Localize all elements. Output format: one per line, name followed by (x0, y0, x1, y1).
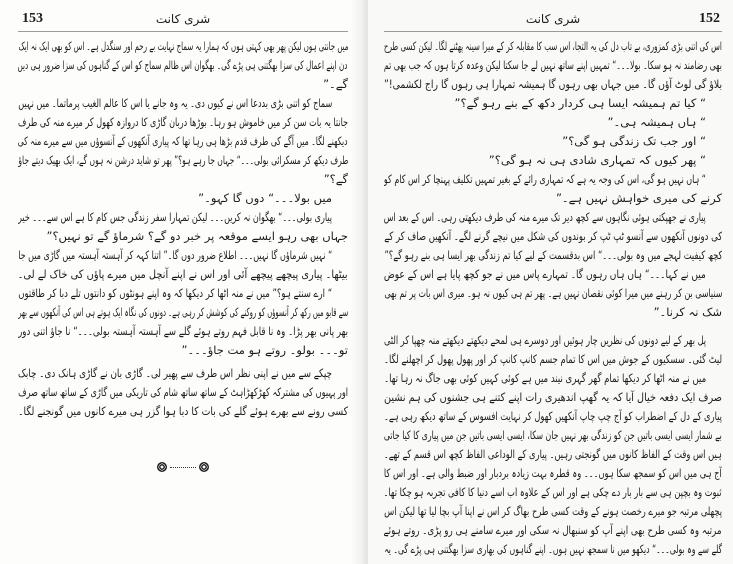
line-text: ثبوت وہ بچپن ہی سے بار بار دے چکی ہے اور اس کے علاوہ اب اسے دنیا کا کافی تجربہ ہو چکا تھا۔ (384, 485, 722, 499)
left-page (0, 0, 362, 564)
text-line (18, 170, 348, 189)
ornament-dots (170, 467, 196, 468)
line-text: آج ہی میں اس کو سمجھ سکا ہوں۔۔۔ وہ قطرہ بہت زیادہ بردبار اور ضبط والی ہے۔ اور اس کا (384, 466, 722, 480)
text-line (18, 151, 348, 170)
text-line (384, 331, 722, 350)
text-line (18, 208, 348, 227)
running-title: شری کانت (155, 12, 211, 26)
text-line (18, 94, 348, 113)
line-text: “ ارے سنتے ہو؟” میں نے منہ اٹھا کر دیکھا کہ وہ اپنے ہونٹوں کو دانتوں تلے دبا کر طاقتوں (18, 286, 332, 300)
line-text: کی دونوں آنکھوں سے آنسو ٹپ ٹپ کر بوندوں کی شکل میں نیچے گرنے لگے۔ آنکھیں صاف کر کے (384, 229, 722, 243)
text-line (18, 56, 348, 75)
line-text: کچھ کیفیت لہجے میں وہ بولی۔۔۔“ اس بدقسمت کے لیے کیا تم زندگی بھر ایسا ہی بنے رہو گے؟” (384, 248, 722, 262)
text-line (384, 227, 722, 246)
running-title: شری کانت (525, 12, 581, 26)
text-line (384, 502, 722, 521)
line-text: طرف دیکھ کر مسکرائی بولی۔۔۔“ جہاں جا رہے ہو؟” پھر تو شاید درشن نہ ہوں گے، ایک بھیک دیتے جاؤ (18, 153, 348, 167)
text-line (384, 483, 722, 502)
text-line (18, 383, 348, 402)
line-text: “ اور جب تک زندگی ہو گی؟” (562, 134, 706, 148)
line-text: بلاؤ گی لوٹ آؤں گا۔ میں جہاں بھی رہوں گا ہمیشہ تمہارا ہی رہوں گا راج لکشمی!” (384, 77, 722, 91)
text-line (18, 189, 348, 208)
line-text: گے؟” (323, 172, 348, 186)
line-text: بے شمار ایسی ایسی باتیں جن کو زندگی بھر نہیں جان سکا، ایسی ایسی باتیں جن میں پیاری کا کیا جاتی (384, 428, 722, 442)
text-line (384, 265, 722, 284)
text-line (384, 284, 722, 303)
text-line (384, 246, 722, 265)
text-line (384, 56, 722, 75)
line-text: “ نہیں شرماؤں گا نہیں۔۔۔ اطلاع ضرور دوں گا۔” اتنا کہہ کر آہستہ آہستہ میں گاڑی میں جا (18, 248, 332, 262)
line-text: لیٹ گئی۔ سسکیوں کے جوش میں اس کا تمام جسم کانپ کانپ کر اور پھول پھول کر اچھلنے لگا۔ (384, 352, 722, 366)
text-line (384, 464, 722, 483)
text-line (18, 265, 348, 284)
line-text: دن اپنے اعمال کی سزا بھگتنی ہی پڑے گی۔ بھگوان اس ظالم سماج کو اس کے گناہوں کی سزا ضرور ہی دیں (18, 58, 348, 72)
ornament-icon (199, 462, 209, 472)
text-line (18, 364, 348, 383)
text-line (384, 521, 722, 540)
line-text: چپکے سے میں نے اپنی نظر اس طرف سے پھیر لی۔ گاڑی بان نے گاڑی ہانک دی۔ چابک (18, 366, 332, 380)
line-text: “ کیا تم ہمیشہ ایسا ہی کردار دکھ کے بنے رہو گے؟” (454, 96, 706, 110)
text-line (18, 132, 348, 151)
line-text: گلے سے وہ بولی۔۔۔“ دیکھو میں نا سمجھ نہیں ہوں۔ اپنے گناہوں کی بھاری سزا بھگتنی ہی پڑے گی۔ یہ (384, 542, 722, 556)
line-text: میں بولا۔۔۔“ دوں گا کہو۔” (198, 191, 332, 205)
right-page (368, 0, 733, 564)
text-line (384, 189, 722, 208)
page-body-text (18, 37, 348, 421)
text-line (384, 113, 722, 132)
text-line (384, 94, 722, 113)
line-text: صرف ایک دفعہ خیال آیا کہ یہ گھپ اندھیری رات اپنے کتنے ہی جشنوں کی ہم نشین (384, 390, 722, 404)
header-rule (18, 31, 348, 32)
text-line (18, 246, 348, 265)
line-text: سنیاسی بن کر رہنے میں میرا کوئی نقصان نہیں ہے۔ پھر تم ہی کیوں نہ ہو۔ میری اس بات پر تم بھی (384, 286, 722, 300)
text-line (384, 75, 722, 94)
text-line (18, 341, 348, 360)
line-text: اس کی اتنی بڑی کمزوری، بے تاب دل کی یہ التجا، اس سب کا مقابلہ کر کے میرا سینہ پھٹنے لگا۔ لیکن کسی طرح (384, 39, 722, 53)
line-text: میں نے منہ اٹھا کر دیکھا تمام گھر گہری نیند میں ہے کوئی کہیں کوئی بھی جاگ نہ رہا تھا۔ (384, 371, 706, 385)
line-text: مرتبہ وہ کسی طرح بھی اپنے آپ کو سنبھال نہ سکی اور میرے سامنے ہی رو پڑی۔ روتے ہوئے (384, 523, 722, 537)
text-line (18, 75, 348, 94)
text-line (18, 303, 348, 322)
line-text: “ پھر کیوں کہ تمہاری شادی ہی نہ ہو گی؟” (488, 153, 706, 167)
text-line (384, 170, 722, 189)
line-text: جہاں بھی رہو ایسے موقعہ پر خبر دو گے؟ شرماؤ گے تو نہیں؟” (46, 229, 348, 243)
text-line (384, 303, 722, 322)
page-header (18, 9, 348, 29)
text-line (384, 540, 722, 559)
text-line (18, 402, 348, 421)
line-text: پیاری کے دل کے اضطراب کو آج چپ چاپ آنکھیں کھول کر نہایت افسوس کے ساتھ دیکھ رہی ہے۔ (384, 409, 722, 423)
line-text: شک نہ کرنا۔” (653, 305, 722, 319)
text-line (384, 37, 722, 56)
line-text: بھر پانی بھر پڑا۔ وہ نا قابل فہم روتے ہوئے گلے سے آہستہ آہستہ بولی۔۔۔“ نا جاؤ اتنی دور (18, 324, 348, 338)
text-line (18, 227, 348, 246)
text-line (384, 151, 722, 170)
line-text: دیکھنے لگا۔ میں آگے کی طرف قدم بڑھا ہی رہا تھا کہ پیاری آنکھوں کے آنسوؤں میں سے میرے منہ کی (18, 134, 348, 148)
text-line (384, 445, 722, 464)
line-text: تو۔۔۔ بولو۔ روتے ہو مت جاؤ۔۔۔” (181, 343, 348, 357)
text-line (384, 407, 722, 426)
line-text: گے۔” (323, 77, 348, 91)
line-text: ہیں اس وقت کے الفاظ کانوں میں گونجتی رہیں۔ پیاری کے الوداعی الفاظ کچھ اس قسم کے تھے۔ (384, 447, 722, 461)
line-text: سماج کو اتنی بڑی بددعا اس نے کیوں دی۔ یہ وہ جانے یا اس کا عالم الغیب پرماتما۔ میں نہیں (18, 96, 332, 110)
ornament-icon (157, 462, 167, 472)
line-text: بیٹھا۔ پیاری پیچھے پیچھے آئی اور اس نے اپنے آنچل میں میرے پاؤں کی خاک لے لی۔ (18, 267, 348, 281)
line-text: میں نے کہا۔۔۔“ ہاں ہاں رہوں گا۔ تمہارے پاس میں نے جو کچھ پایا ہے اس کے عوض (384, 267, 706, 281)
line-text: پیاری بولی۔۔۔“ بھگوان نہ کریں۔۔۔ لیکن تمہارا سفر زندگی جس کام کا ہے اس سے۔۔۔ خیر (18, 210, 332, 224)
text-line (384, 388, 722, 407)
line-text: “ ہاں نہیں ہو گی، اس کی وجہ یہ ہے کہ تمہاری رائے کے بغیر تمہیں تکلیف پہنچا کر اس کام کو (384, 172, 706, 186)
line-text: پیاری نے جھپکتی ہوئی نگاہوں سے کچھ دیر تک میرے منہ کی طرف دیکھتی رہی۔ اس کے بعد اس (384, 210, 706, 224)
text-line (18, 113, 348, 132)
text-line (384, 350, 722, 369)
line-text: پل بھر کے لیے دونوں کی نظریں چار ہوئیں اور دوسرے ہی لمحے دیکھتے دیکھتے منہ چھپا کر الٹی (384, 333, 706, 347)
line-text: سے قابو میں رکھ کر آنسوؤں کو روکنے کی کوشش کر رہی ہے۔ دونوں کی نگاہ ایک ہوتے ہی اس کی آنکھوں سے بھر (18, 305, 348, 319)
line-text: پچھلی مرتبہ جو میرے رخصت ہونے کے وقت کسی طرح بھاگ کر اس نے اپنا آپ بچا لیا تھا لیکن اس (384, 504, 722, 518)
header-rule (384, 31, 722, 32)
line-text: “ ہاں ہمیشہ ہی۔” (607, 115, 706, 129)
line-text: جانتا یہ بات سن کر میں خاموش ہو رہا۔ بوڑھا دربان گاڑی کا دروازہ کھول کر میرے منہ کی طرف (18, 115, 348, 129)
text-line (18, 284, 348, 303)
section-ornament (18, 462, 348, 476)
text-line (384, 208, 722, 227)
page-number: 152 (699, 11, 720, 26)
line-text: بھی رضامند نہ ہو سکا۔ بولا۔۔۔“ تمہیں اپنے ساتھ نہیں لے جا سکتا لیکن وعدہ کرتا ہوں کہ جب بھی تم (384, 58, 722, 72)
line-text: اور پہیوں کی مشترکہ کھڑکھڑاہٹ کے ساتھ ساتھ شام کی تاریکی میں گاڑی کے ساتھ ساتھ صرف (18, 385, 348, 399)
line-text: کسی رونے سے بھرے ہوئے گلے کی بات کا دبا ہوا گزر ہی میرے کانوں میں گونجنے لگا۔ (18, 404, 348, 418)
text-line (18, 322, 348, 341)
text-line (384, 426, 722, 445)
line-text: میں جانتی ہوں لیکن پھر بھی کہتی ہوں کہ ہمارا یہ سماج نہایت بے رحم اور سنگدل ہے۔ اس کو بھی ایک نہ ایک (18, 39, 348, 53)
text-line (18, 37, 348, 56)
line-text: کرنے کی میری خواہش نہیں ہے۔” (555, 191, 722, 205)
text-line (384, 132, 722, 151)
page-header (384, 9, 722, 29)
page-body-text (384, 37, 722, 559)
text-line (384, 369, 722, 388)
page-number: 153 (22, 11, 43, 26)
